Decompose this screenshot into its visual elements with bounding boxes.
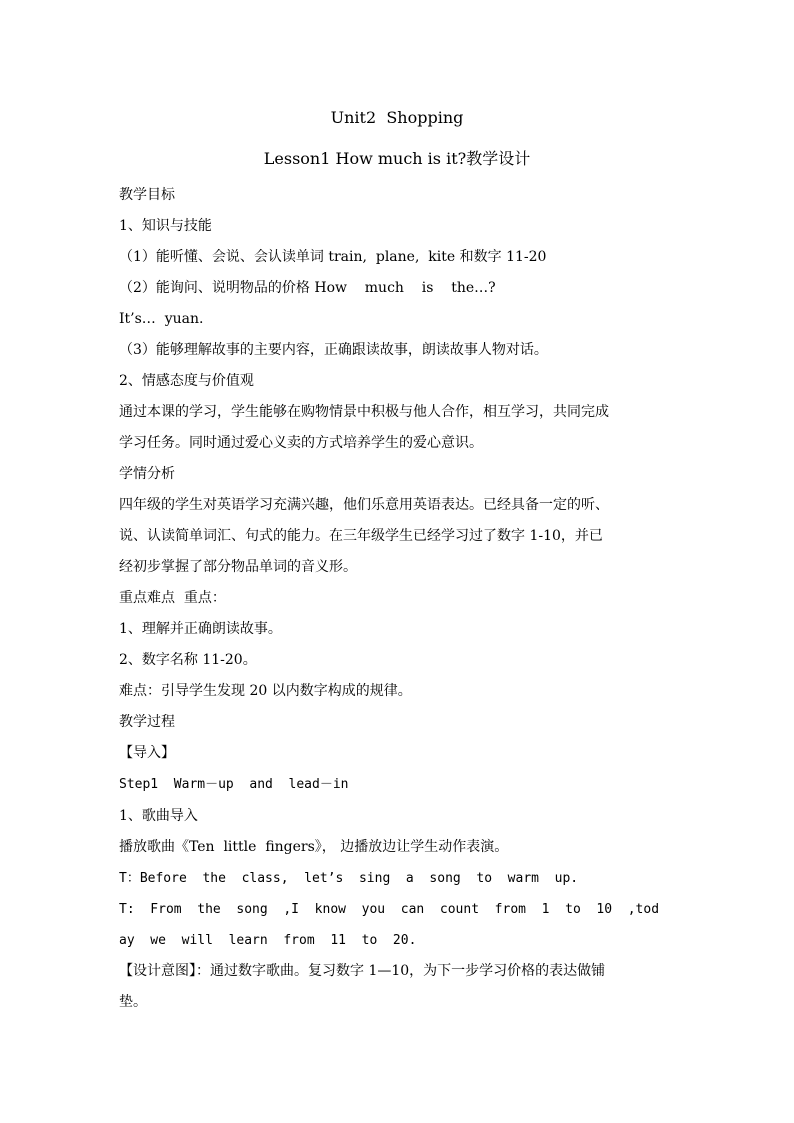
paragraph-line: 四年级的学生对英语学习充满兴趣，他们乐意用英语表达。已经具备一定的听、 [119, 497, 609, 513]
paragraph-line: 通过本课的学习，学生能够在购物情景中积极与他人合作，相互学习，共同完成 [119, 404, 609, 420]
heading-teaching-goals: 教学目标 [119, 187, 175, 203]
heading-student-analysis: 学情分析 [119, 466, 175, 482]
goal-item-2-cont: It’s… yuan. [119, 311, 204, 327]
lesson-title: Lesson1 How much is it?教学设计 [263, 149, 531, 168]
paragraph-line: 学习任务。同时通过爱心义卖的方式培养学生的爱心意识。 [119, 435, 483, 451]
goal-knowledge-skills: 1、知识与技能 [119, 218, 212, 234]
paragraph-line: 说、认读简单词汇、句式的能力。在三年级学生已经学习过了数字 1-10，并已 [119, 528, 603, 544]
section-introduction: 【导入】 [119, 745, 175, 761]
song-intro: 1、歌曲导入 [119, 808, 198, 824]
key-point-2: 2、数字名称 11-20。 [119, 652, 257, 668]
teacher-line-1: T：Before the class, let’s sing a song to warm up. [119, 871, 579, 886]
design-intent: 【设计意图】：通过数字歌曲。复习数字 1—10，为下一步学习价格的表达做铺 [119, 963, 606, 979]
step-1: Step1 Warm－up and lead－in [119, 777, 349, 792]
unit-title: Unit2 Shopping [330, 108, 464, 127]
paragraph-line: 经初步掌握了部分物品单词的音义形。 [119, 559, 357, 575]
teacher-line-2-cont: ay we will learn from 11 to 20. [119, 933, 417, 948]
goal-item-2: （2）能询问、说明物品的价格 How much is the…? [119, 280, 496, 296]
difficulty: 难点：引导学生发现 20 以内数字构成的规律。 [119, 683, 412, 699]
goal-attitude-values: 2、情感态度与价值观 [119, 373, 254, 389]
goal-item-3: （3）能够理解故事的主要内容，正确跟读故事，朗读故事人物对话。 [119, 342, 548, 358]
design-intent-cont: 垫。 [119, 994, 147, 1010]
heading-key-points: 重点难点 重点： [119, 590, 226, 606]
key-point-1: 1、理解并正确朗读故事。 [119, 621, 282, 637]
goal-item-1: （1）能听懂、会说、会认读单词 train, plane, kite 和数字 11-20 [119, 249, 547, 265]
paragraph-line: 播放歌曲《Ten little fingers》， 边播放边让学生动作表演。 [119, 839, 509, 855]
heading-teaching-process: 教学过程 [119, 714, 175, 730]
teacher-line-2: T: From the song ,I know you can count from 1 to 10 ,tod [119, 902, 660, 917]
